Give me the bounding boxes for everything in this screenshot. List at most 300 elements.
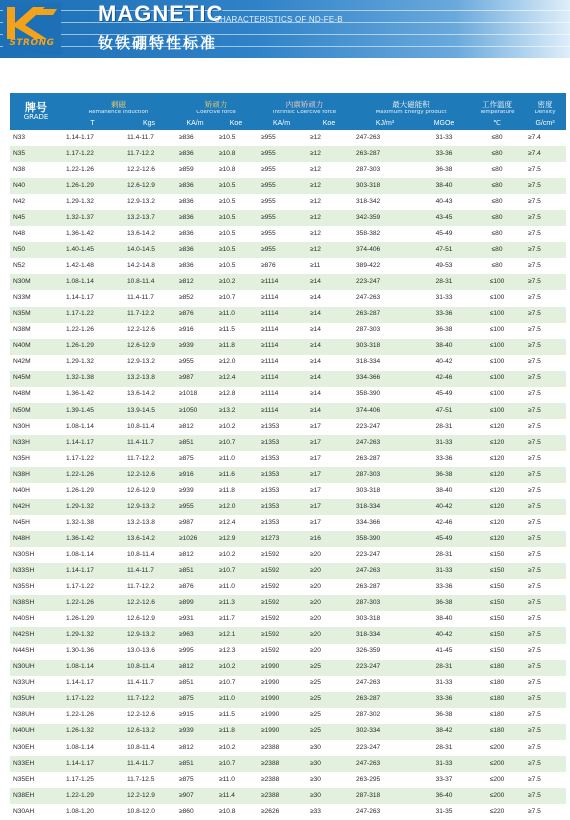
cell-br-kgs: 13.6-14.2 [123, 226, 175, 242]
cell-grade: N50M [10, 403, 62, 419]
cell-hcb-koe: ≥11.3 [215, 595, 257, 611]
cell-br-kgs: 11.7-12.2 [123, 451, 175, 467]
cell-hcj-koe: ≥14 [306, 339, 352, 355]
cell-bhmax-mgoe: 38-42 [418, 724, 470, 740]
table-row [10, 499, 566, 515]
unit-kgs: Kgs [123, 117, 175, 130]
cell-hcb-kam: ≥812 [175, 274, 215, 290]
cell-bhmax-mgoe: 36-38 [418, 162, 470, 178]
cell-grade: N35SH [10, 579, 62, 595]
cell-bhmax-mgoe: 33-37 [418, 772, 470, 788]
cell-hcj-koe: ≥17 [306, 419, 352, 435]
cell-br-kgs: 11.7-12.2 [123, 692, 175, 708]
cell-density: ≥7.5 [524, 194, 566, 210]
cell-hcj-koe: ≥14 [306, 290, 352, 306]
cell-hcb-koe: ≥12.4 [215, 515, 257, 531]
table-row [10, 274, 566, 290]
cell-br-tesla: 1.32-1.38 [62, 371, 123, 387]
cell-hcj-koe: ≥20 [306, 579, 352, 595]
cell-br-tesla: 1.08-1.14 [62, 419, 123, 435]
cell-br-kgs: 12.6-13.2 [123, 724, 175, 740]
cell-hcj-koe: ≥17 [306, 499, 352, 515]
unit-kam-hcj: KA/m [257, 117, 306, 130]
cell-hcj-koe: ≥12 [306, 242, 352, 258]
cell-bhmax-mgoe: 43-45 [418, 210, 470, 226]
cell-br-kgs: 10.8-11.4 [123, 274, 175, 290]
cell-temperature: ≤80 [470, 146, 524, 162]
cell-density: ≥7.5 [524, 499, 566, 515]
cell-density: ≥7.5 [524, 226, 566, 242]
cell-bhmax-kjm3: 263-287 [352, 307, 418, 323]
cell-hcj-kam: ≥1990 [257, 692, 306, 708]
header-grade: 牌号 GRADE [10, 93, 62, 130]
cell-bhmax-mgoe: 31-33 [418, 563, 470, 579]
table-row [10, 563, 566, 579]
cell-bhmax-kjm3: 374-406 [352, 242, 418, 258]
cell-grade: N35 [10, 146, 62, 162]
table-header [10, 93, 566, 130]
cell-hcb-koe: ≥10.8 [215, 146, 257, 162]
cell-hcb-koe: ≥10.5 [215, 178, 257, 194]
cell-temperature: ≤200 [470, 788, 524, 804]
cell-hcb-koe: ≥11.8 [215, 483, 257, 499]
cell-bhmax-kjm3: 334-366 [352, 371, 418, 387]
cell-temperature: ≤200 [470, 740, 524, 756]
cell-hcj-kam: ≥1114 [257, 355, 306, 371]
cell-hcb-koe: ≥13.2 [215, 403, 257, 419]
cell-grade: N30M [10, 274, 62, 290]
cell-hcj-kam: ≥1353 [257, 451, 306, 467]
table-row [10, 146, 566, 162]
cell-bhmax-mgoe: 31-35 [418, 804, 470, 820]
cell-br-tesla: 1.26-1.32 [62, 724, 123, 740]
cell-br-tesla: 1.14-1.17 [62, 290, 123, 306]
table-row [10, 371, 566, 387]
cell-br-kgs: 12.2-12.6 [123, 467, 175, 483]
cell-hcb-kam: ≥1018 [175, 387, 215, 403]
cell-bhmax-mgoe: 45-49 [418, 531, 470, 547]
cell-grade: N33H [10, 435, 62, 451]
cell-br-kgs: 10.8-11.4 [123, 547, 175, 563]
cell-bhmax-kjm3: 358-390 [352, 531, 418, 547]
cell-grade: N40M [10, 339, 62, 355]
cell-hcb-koe: ≥11.0 [215, 692, 257, 708]
table-row [10, 194, 566, 210]
cell-grade: N45H [10, 515, 62, 531]
table-row [10, 515, 566, 531]
cell-br-kgs: 12.6-12.9 [123, 611, 175, 627]
cell-hcb-kam: ≥812 [175, 660, 215, 676]
cell-br-tesla: 1.29-1.32 [62, 355, 123, 371]
table-row [10, 210, 566, 226]
cell-br-tesla: 1.22-1.26 [62, 162, 123, 178]
cell-hcb-kam: ≥812 [175, 547, 215, 563]
cell-hcb-koe: ≥11.0 [215, 579, 257, 595]
cell-br-kgs: 12.9-13.2 [123, 194, 175, 210]
cell-hcj-kam: ≥1353 [257, 467, 306, 483]
cell-hcj-kam: ≥1114 [257, 323, 306, 339]
cell-hcb-koe: ≥11.4 [215, 788, 257, 804]
cell-hcb-koe: ≥11.0 [215, 451, 257, 467]
cell-density: ≥7.4 [524, 130, 566, 146]
table-row [10, 290, 566, 306]
cell-hcb-kam: ≥852 [175, 290, 215, 306]
cell-density: ≥7.5 [524, 387, 566, 403]
cell-bhmax-kjm3: 374-406 [352, 403, 418, 419]
cell-bhmax-mgoe: 28-31 [418, 547, 470, 563]
cell-bhmax-kjm3: 247-263 [352, 130, 418, 146]
cell-br-tesla: 1.14-1.17 [62, 756, 123, 772]
cell-br-kgs: 12.6-12.9 [123, 178, 175, 194]
cell-bhmax-kjm3: 247-263 [352, 290, 418, 306]
cell-br-kgs: 12.2-12.6 [123, 323, 175, 339]
cell-hcj-koe: ≥30 [306, 740, 352, 756]
cell-density: ≥7.5 [524, 451, 566, 467]
cell-hcj-koe: ≥12 [306, 162, 352, 178]
cell-grade: N33 [10, 130, 62, 146]
table-row [10, 708, 566, 724]
cell-hcb-kam: ≥851 [175, 435, 215, 451]
cell-br-tesla: 1.17-1.22 [62, 307, 123, 323]
cell-grade: N48 [10, 226, 62, 242]
cell-hcb-kam: ≥812 [175, 740, 215, 756]
cell-grade: N30SH [10, 547, 62, 563]
cell-density: ≥7.5 [524, 724, 566, 740]
cell-br-tesla: 1.32-1.37 [62, 210, 123, 226]
cell-bhmax-kjm3: 263-287 [352, 579, 418, 595]
cell-br-kgs: 12.6-12.9 [123, 483, 175, 499]
cell-grade: N38SH [10, 595, 62, 611]
cell-bhmax-mgoe: 40-42 [418, 355, 470, 371]
cell-hcb-koe: ≥12.0 [215, 499, 257, 515]
cell-bhmax-mgoe: 36-38 [418, 323, 470, 339]
cell-grade: N38 [10, 162, 62, 178]
cell-grade: N48H [10, 531, 62, 547]
cell-hcj-kam: ≥955 [257, 210, 306, 226]
cell-density: ≥7.5 [524, 660, 566, 676]
cell-bhmax-kjm3: 318-334 [352, 627, 418, 643]
cell-bhmax-kjm3: 287-303 [352, 467, 418, 483]
cell-temperature: ≤80 [470, 210, 524, 226]
cell-hcj-kam: ≥2388 [257, 756, 306, 772]
cell-temperature: ≤120 [470, 435, 524, 451]
cell-bhmax-mgoe: 31-33 [418, 130, 470, 146]
cell-hcb-koe: ≥11.5 [215, 323, 257, 339]
cell-grade: N38H [10, 467, 62, 483]
cell-br-kgs: 11.7-12.2 [123, 579, 175, 595]
cell-br-tesla: 1.32-1.38 [62, 515, 123, 531]
table-row [10, 595, 566, 611]
cell-br-kgs: 11.4-11.7 [123, 756, 175, 772]
header-banner [0, 0, 570, 58]
cell-bhmax-mgoe: 38-40 [418, 611, 470, 627]
cell-bhmax-mgoe: 45-49 [418, 387, 470, 403]
cell-hcj-kam: ≥1353 [257, 483, 306, 499]
cell-density: ≥7.5 [524, 242, 566, 258]
page-subtitle: CHARACTERISTICS OF ND-FE-B [214, 15, 343, 24]
cell-hcj-kam: ≥1114 [257, 403, 306, 419]
cell-br-kgs: 12.2-12.6 [123, 595, 175, 611]
cell-br-kgs: 10.8-11.4 [123, 740, 175, 756]
cell-density: ≥7.5 [524, 692, 566, 708]
cell-br-tesla: 1.26-1.29 [62, 483, 123, 499]
cell-hcb-koe: ≥12.4 [215, 371, 257, 387]
cell-hcb-koe: ≥10.7 [215, 290, 257, 306]
page-title-cn: 钕铁硼特性标准 [98, 34, 218, 52]
cell-br-tesla: 1.22-1.29 [62, 788, 123, 804]
cell-density: ≥7.5 [524, 595, 566, 611]
cell-density: ≥7.5 [524, 676, 566, 692]
cell-grade: N45M [10, 371, 62, 387]
table-row [10, 162, 566, 178]
cell-temperature: ≤200 [470, 772, 524, 788]
cell-br-kgs: 12.9-13.2 [123, 627, 175, 643]
cell-grade: N48M [10, 387, 62, 403]
cell-hcj-koe: ≥12 [306, 130, 352, 146]
cell-grade: N40 [10, 178, 62, 194]
cell-br-tesla: 1.29-1.32 [62, 499, 123, 515]
cell-grade: N33SH [10, 563, 62, 579]
cell-hcb-kam: ≥963 [175, 627, 215, 643]
cell-grade: N35M [10, 307, 62, 323]
table-row [10, 242, 566, 258]
unit-density: G/cm³ [524, 117, 566, 130]
cell-bhmax-mgoe: 28-31 [418, 419, 470, 435]
cell-br-kgs: 13.2-13.7 [123, 210, 175, 226]
unit-kam-hcb: KA/m [175, 117, 215, 130]
cell-temperature: ≤80 [470, 162, 524, 178]
cell-grade: N30UH [10, 660, 62, 676]
cell-hcj-kam: ≥1353 [257, 499, 306, 515]
cell-bhmax-kjm3: 263-287 [352, 692, 418, 708]
cell-br-tesla: 1.22-1.26 [62, 595, 123, 611]
cell-density: ≥7.5 [524, 467, 566, 483]
cell-density: ≥7.5 [524, 547, 566, 563]
cell-hcj-kam: ≥1592 [257, 644, 306, 660]
cell-bhmax-mgoe: 33-36 [418, 451, 470, 467]
cell-hcb-kam: ≥915 [175, 708, 215, 724]
cell-br-kgs: 12.2-12.9 [123, 788, 175, 804]
cell-hcb-kam: ≥939 [175, 339, 215, 355]
cell-bhmax-mgoe: 33-36 [418, 307, 470, 323]
cell-hcb-koe: ≥10.5 [215, 226, 257, 242]
table-row [10, 451, 566, 467]
table-row [10, 130, 566, 146]
cell-density: ≥7.5 [524, 323, 566, 339]
header-coercive: 矫顽力 Coercive force [175, 93, 257, 117]
cell-br-kgs: 11.4-11.7 [123, 435, 175, 451]
cell-br-tesla: 1.14-1.17 [62, 435, 123, 451]
cell-br-tesla: 1.17-1.22 [62, 451, 123, 467]
cell-hcb-kam: ≥836 [175, 210, 215, 226]
cell-temperature: ≤100 [470, 307, 524, 323]
cell-br-tesla: 1.30-1.36 [62, 644, 123, 660]
cell-bhmax-kjm3: 302-334 [352, 724, 418, 740]
cell-hcb-koe: ≥10.2 [215, 547, 257, 563]
cell-br-kgs: 14.2-14.8 [123, 258, 175, 274]
cell-hcb-koe: ≥10.5 [215, 242, 257, 258]
table-row [10, 788, 566, 804]
cell-hcj-koe: ≥14 [306, 307, 352, 323]
table-row [10, 611, 566, 627]
cell-bhmax-mgoe: 31-33 [418, 435, 470, 451]
cell-hcj-koe: ≥14 [306, 355, 352, 371]
cell-hcb-kam: ≥907 [175, 788, 215, 804]
table-row [10, 355, 566, 371]
table-row [10, 467, 566, 483]
cell-grade: N38EH [10, 788, 62, 804]
cell-temperature: ≤80 [470, 226, 524, 242]
header-temperature: 工作温度 Temperature [470, 93, 524, 117]
cell-bhmax-kjm3: 287-302 [352, 708, 418, 724]
cell-bhmax-mgoe: 36-38 [418, 708, 470, 724]
cell-density: ≥7.5 [524, 210, 566, 226]
cell-hcj-koe: ≥12 [306, 194, 352, 210]
cell-hcj-kam: ≥955 [257, 162, 306, 178]
unit-kjm3: KJ/m³ [352, 117, 418, 130]
cell-bhmax-kjm3: 318-342 [352, 194, 418, 210]
cell-bhmax-kjm3: 247-263 [352, 804, 418, 820]
cell-bhmax-mgoe: 42-46 [418, 371, 470, 387]
cell-bhmax-kjm3: 334-366 [352, 515, 418, 531]
cell-br-tesla: 1.14-1.17 [62, 563, 123, 579]
header-remanence: 剩磁 Remanence induction [62, 93, 175, 117]
units-row [10, 117, 566, 130]
cell-bhmax-mgoe: 33-36 [418, 692, 470, 708]
cell-grade: N30AH [10, 804, 62, 820]
cell-br-kgs: 12.2-12.6 [123, 162, 175, 178]
cell-br-kgs: 10.8-12.0 [123, 804, 175, 820]
cell-hcb-koe: ≥11.6 [215, 467, 257, 483]
cell-bhmax-kjm3: 247-263 [352, 435, 418, 451]
cell-bhmax-kjm3: 358-382 [352, 226, 418, 242]
cell-br-tesla: 1.42-1.48 [62, 258, 123, 274]
cell-hcj-kam: ≥1592 [257, 627, 306, 643]
cell-grade: N50 [10, 242, 62, 258]
cell-bhmax-kjm3: 263-295 [352, 772, 418, 788]
cell-hcb-koe: ≥10.5 [215, 130, 257, 146]
table-row [10, 579, 566, 595]
cell-density: ≥7.5 [524, 579, 566, 595]
cell-bhmax-kjm3: 389-422 [352, 258, 418, 274]
cell-hcb-koe: ≥11.7 [215, 611, 257, 627]
cell-hcb-koe: ≥10.7 [215, 756, 257, 772]
cell-hcj-koe: ≥17 [306, 435, 352, 451]
cell-bhmax-kjm3: 342-359 [352, 210, 418, 226]
cell-grade: N44SH [10, 644, 62, 660]
cell-hcb-kam: ≥1026 [175, 531, 215, 547]
cell-hcb-kam: ≥955 [175, 499, 215, 515]
cell-hcj-koe: ≥17 [306, 467, 352, 483]
cell-temperature: ≤100 [470, 339, 524, 355]
cell-density: ≥7.5 [524, 563, 566, 579]
cell-hcb-kam: ≥931 [175, 611, 215, 627]
cell-temperature: ≤100 [470, 387, 524, 403]
cell-hcj-koe: ≥14 [306, 403, 352, 419]
cell-bhmax-mgoe: 36-40 [418, 788, 470, 804]
cell-temperature: ≤120 [470, 531, 524, 547]
cell-hcj-kam: ≥1990 [257, 660, 306, 676]
cell-hcj-kam: ≥1592 [257, 611, 306, 627]
cell-hcj-kam: ≥1353 [257, 419, 306, 435]
cell-temperature: ≤150 [470, 611, 524, 627]
cell-hcj-koe: ≥20 [306, 627, 352, 643]
cell-density: ≥7.5 [524, 611, 566, 627]
cell-temperature: ≤150 [470, 547, 524, 563]
cell-hcj-kam: ≥1353 [257, 515, 306, 531]
cell-hcb-kam: ≥939 [175, 483, 215, 499]
cell-density: ≥7.5 [524, 740, 566, 756]
cell-br-kgs: 12.6-12.9 [123, 339, 175, 355]
cell-hcb-kam: ≥851 [175, 756, 215, 772]
cell-br-tesla: 1.08-1.14 [62, 274, 123, 290]
cell-temperature: ≤80 [470, 178, 524, 194]
cell-br-kgs: 13.9-14.5 [123, 403, 175, 419]
cell-hcb-kam: ≥876 [175, 307, 215, 323]
table-row [10, 339, 566, 355]
cell-bhmax-mgoe: 28-31 [418, 660, 470, 676]
brand-name: STRONG [9, 38, 55, 48]
cell-hcj-kam: ≥2388 [257, 740, 306, 756]
cell-bhmax-mgoe: 40-42 [418, 627, 470, 643]
cell-hcb-kam: ≥995 [175, 644, 215, 660]
cell-hcb-kam: ≥939 [175, 724, 215, 740]
cell-hcj-koe: ≥20 [306, 547, 352, 563]
cell-hcj-kam: ≥955 [257, 130, 306, 146]
cell-grade: N30H [10, 419, 62, 435]
cell-hcj-kam: ≥1114 [257, 371, 306, 387]
cell-grade: N40H [10, 483, 62, 499]
cell-hcj-koe: ≥11 [306, 258, 352, 274]
cell-br-tesla: 1.26-1.29 [62, 178, 123, 194]
cell-hcj-koe: ≥12 [306, 178, 352, 194]
cell-hcb-kam: ≥876 [175, 579, 215, 595]
cell-hcb-kam: ≥860 [175, 804, 215, 820]
cell-hcj-kam: ≥1990 [257, 708, 306, 724]
cell-temperature: ≤150 [470, 595, 524, 611]
cell-temperature: ≤120 [470, 483, 524, 499]
cell-hcb-kam: ≥836 [175, 242, 215, 258]
cell-br-tesla: 1.40-1.45 [62, 242, 123, 258]
cell-hcb-kam: ≥836 [175, 178, 215, 194]
cell-br-kgs: 13.2-13.8 [123, 515, 175, 531]
cell-br-tesla: 1.08-1.14 [62, 547, 123, 563]
cell-hcb-koe: ≥11.8 [215, 724, 257, 740]
header-intrinsic: 内禀矫顽力 Intrinsic Coercive force [257, 93, 352, 117]
table-row [10, 387, 566, 403]
cell-br-tesla: 1.08-1.20 [62, 804, 123, 820]
cell-grade: N38M [10, 323, 62, 339]
cell-bhmax-mgoe: 31-33 [418, 290, 470, 306]
cell-hcb-koe: ≥10.5 [215, 194, 257, 210]
cell-br-kgs: 11.7-12.5 [123, 772, 175, 788]
table-row [10, 627, 566, 643]
cell-bhmax-kjm3: 287-303 [352, 162, 418, 178]
cell-bhmax-mgoe: 33-36 [418, 146, 470, 162]
cell-br-kgs: 11.4-11.7 [123, 563, 175, 579]
unit-celsius: ℃ [470, 117, 524, 130]
cell-hcb-kam: ≥899 [175, 595, 215, 611]
cell-density: ≥7.5 [524, 804, 566, 820]
cell-hcj-kam: ≥2626 [257, 804, 306, 820]
table-row [10, 644, 566, 660]
cell-br-kgs: 14.0-14.5 [123, 242, 175, 258]
cell-bhmax-mgoe: 33-36 [418, 579, 470, 595]
cell-br-kgs: 12.2-12.6 [123, 708, 175, 724]
cell-bhmax-kjm3: 223-247 [352, 419, 418, 435]
cell-grade: N35EH [10, 772, 62, 788]
cell-bhmax-kjm3: 223-247 [352, 660, 418, 676]
